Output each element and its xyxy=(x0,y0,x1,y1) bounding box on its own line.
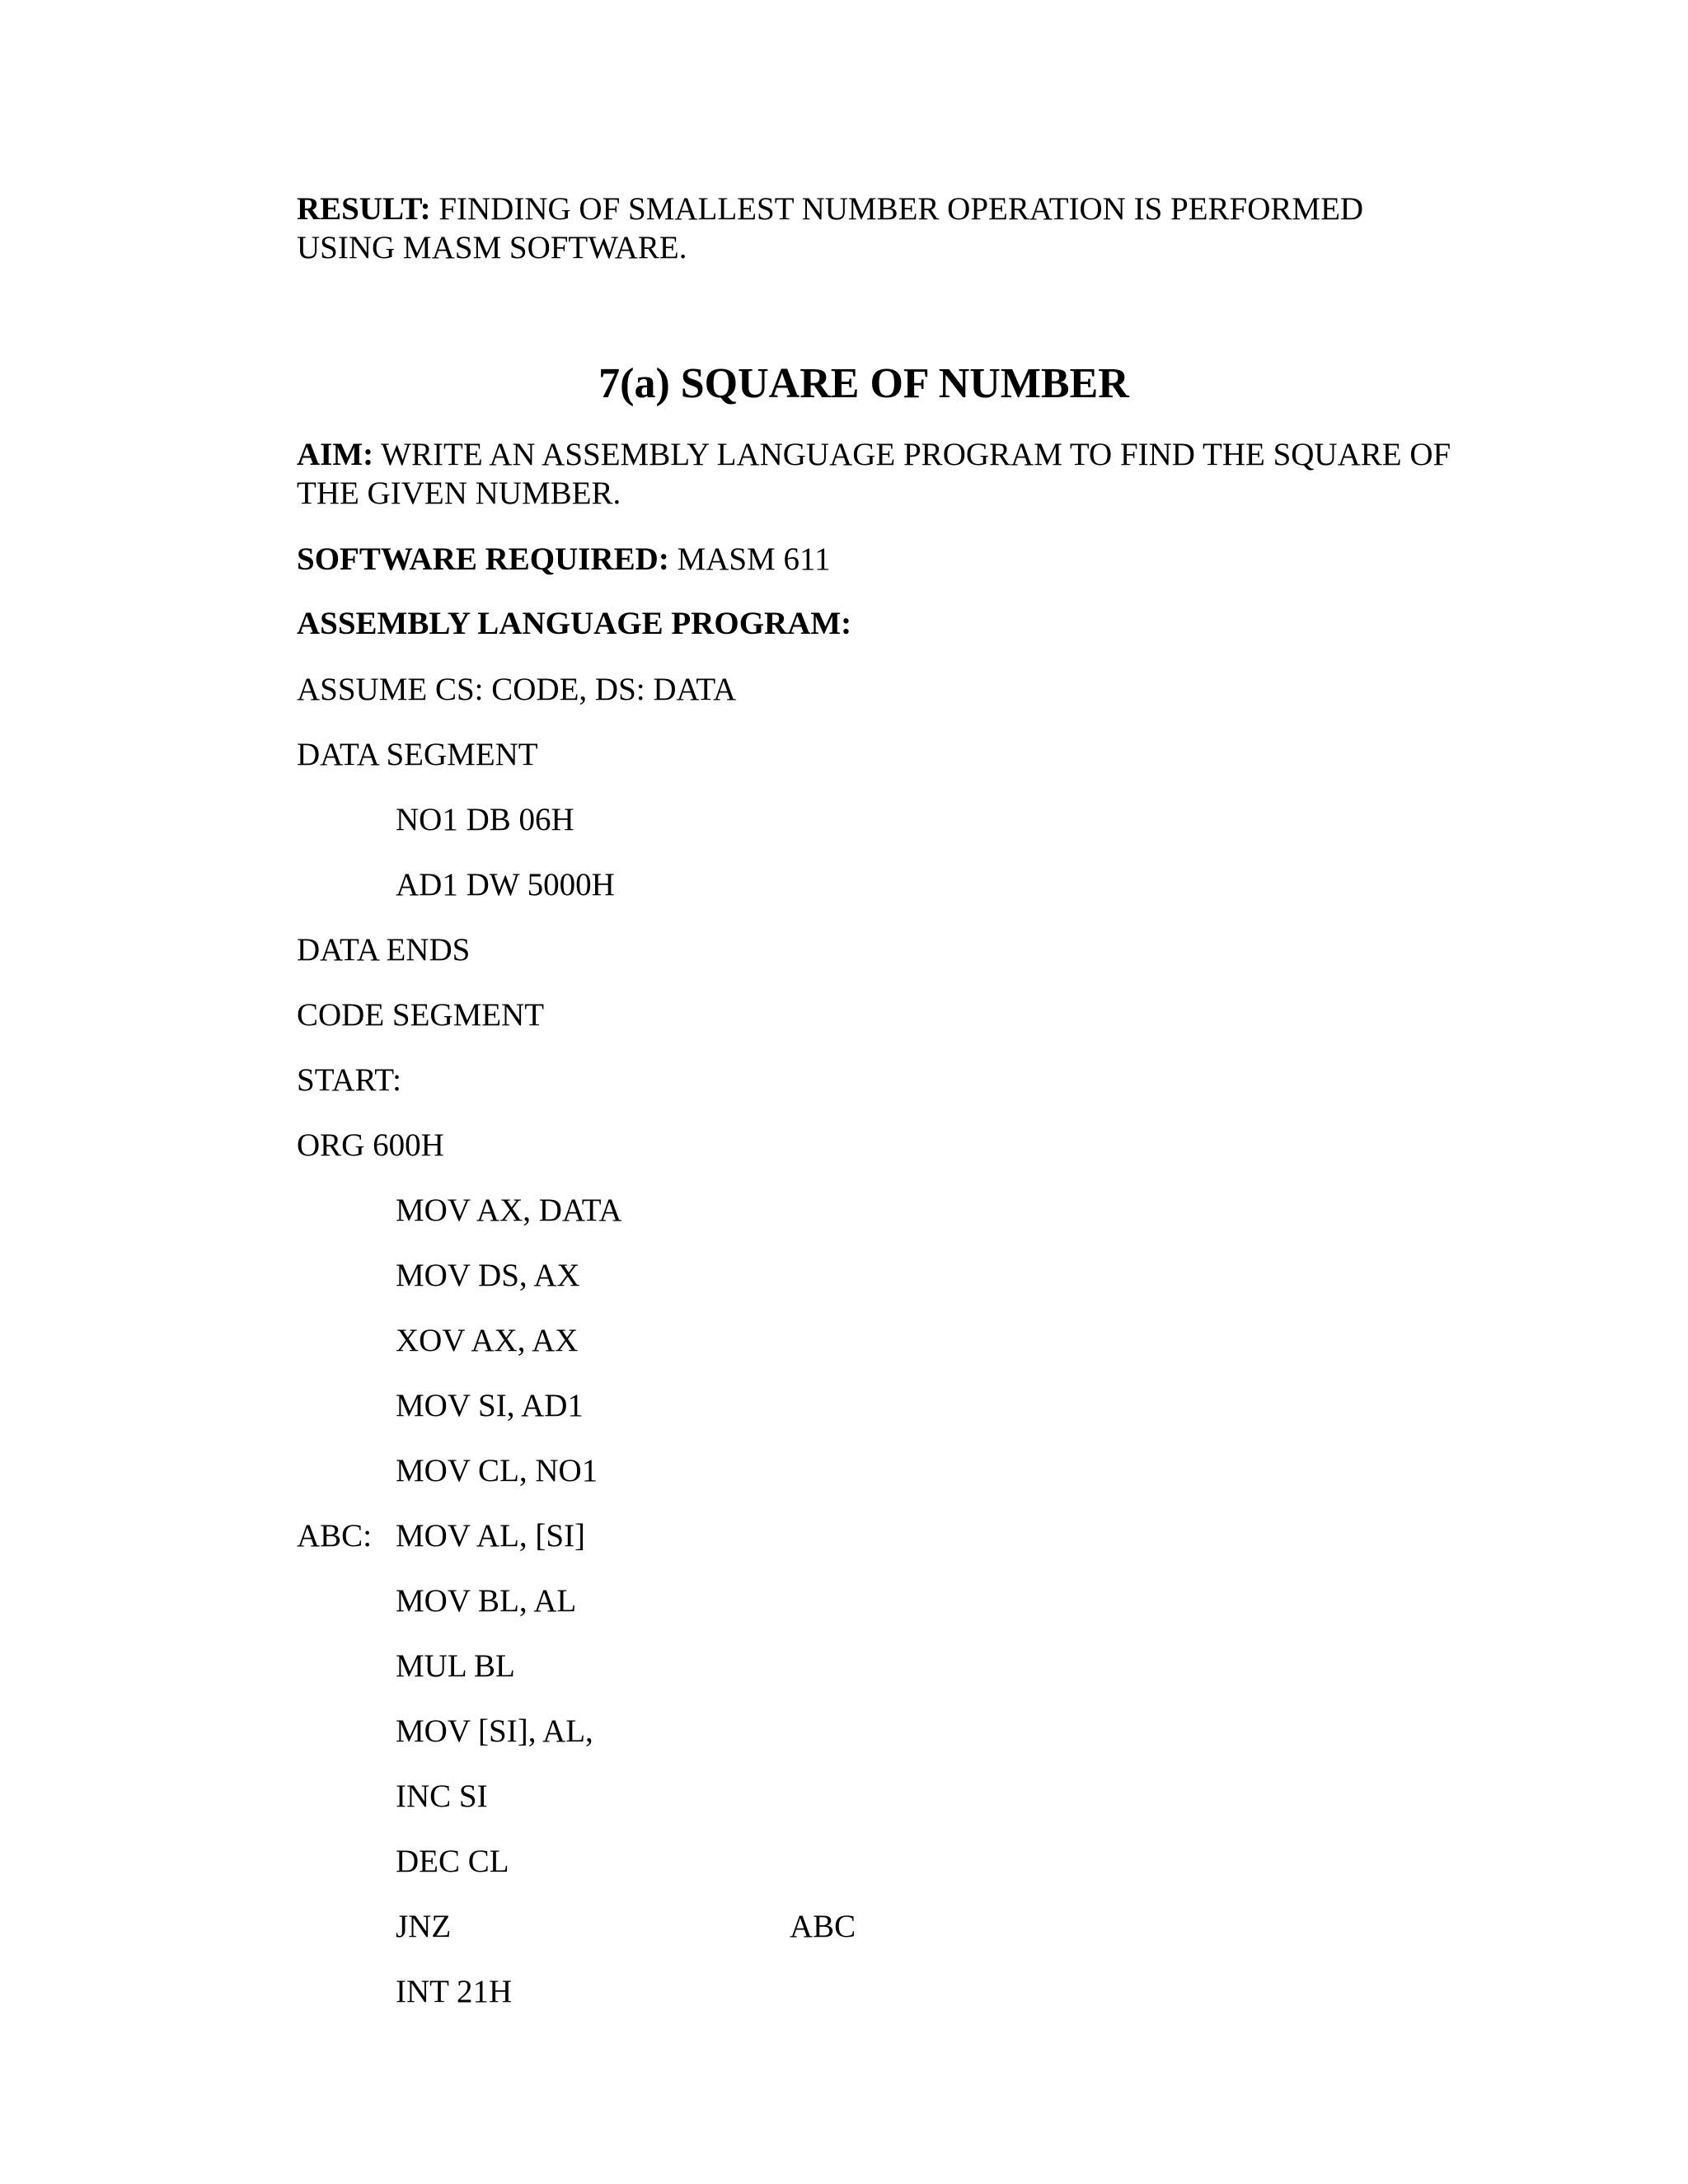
code-line-org: ORG 600H xyxy=(297,1127,444,1163)
code-label-abc: ABC: xyxy=(297,1518,373,1554)
code-line-mul-bl: MUL BL xyxy=(396,1648,515,1684)
result-line-1 xyxy=(297,190,1363,228)
code-line-mov-al-si: MOV AL, [SI] xyxy=(396,1518,586,1554)
code-line-data-segment: DATA SEGMENT xyxy=(297,737,538,772)
software-value: MASM 611 xyxy=(668,541,831,577)
section-heading: 7(a) SQUARE OF NUMBER xyxy=(598,360,1129,407)
code-line-mov-bl-al: MOV BL, AL xyxy=(396,1583,577,1619)
aim-paragraph xyxy=(297,435,1451,513)
aim-text-1: WRITE AN ASSEMBLY LANGUAGE PROGRAM TO FIND THE SQUARE OF xyxy=(373,437,1451,472)
result-text-2: USING MASM SOFTWARE. xyxy=(297,230,687,265)
code-line-inc-si: INC SI xyxy=(396,1779,488,1814)
aim-line-1 xyxy=(297,435,1451,474)
software-label: SOFTWARE REQUIRED: xyxy=(297,541,669,577)
code-line-mov-cl-no1: MOV CL, NO1 xyxy=(396,1453,598,1488)
code-line-mov-ds-ax: MOV DS, AX xyxy=(396,1258,580,1293)
code-line-mov-si-ad1: MOV SI, AD1 xyxy=(396,1388,584,1423)
code-line-no1: NO1 DB 06H xyxy=(396,802,574,837)
code-line-mov-si-al: MOV [SI], AL, xyxy=(396,1713,593,1749)
program-heading xyxy=(297,604,851,643)
software-required-line xyxy=(297,540,831,579)
code-line-jnz-target: ABC xyxy=(790,1909,856,1944)
code-line-int-21h: INT 21H xyxy=(396,1974,513,2009)
program-heading-text: ASSEMBLY LANGUAGE PROGRAM: xyxy=(297,606,852,641)
code-line-code-segment: CODE SEGMENT xyxy=(297,997,545,1033)
code-line-mov-ax-data: MOV AX, DATA xyxy=(396,1193,622,1228)
code-line-assume: ASSUME CS: CODE, DS: DATA xyxy=(297,672,737,707)
result-label: RESULT: xyxy=(297,191,431,227)
code-line-jnz: JNZ xyxy=(396,1909,452,1944)
result-paragraph xyxy=(297,190,1363,267)
code-line-ad1: AD1 DW 5000H xyxy=(396,867,615,902)
aim-text-2: THE GIVEN NUMBER. xyxy=(297,476,621,511)
code-line-xov-ax-ax: XOV AX, AX xyxy=(396,1323,579,1358)
aim-label: AIM: xyxy=(297,437,374,472)
result-text-1: FINDING OF SMALLEST NUMBER OPERATION IS PERFORMED xyxy=(430,191,1364,227)
code-line-dec-cl: DEC CL xyxy=(396,1844,509,1879)
code-line-start: START: xyxy=(297,1062,401,1098)
code-line-data-ends: DATA ENDS xyxy=(297,932,471,968)
